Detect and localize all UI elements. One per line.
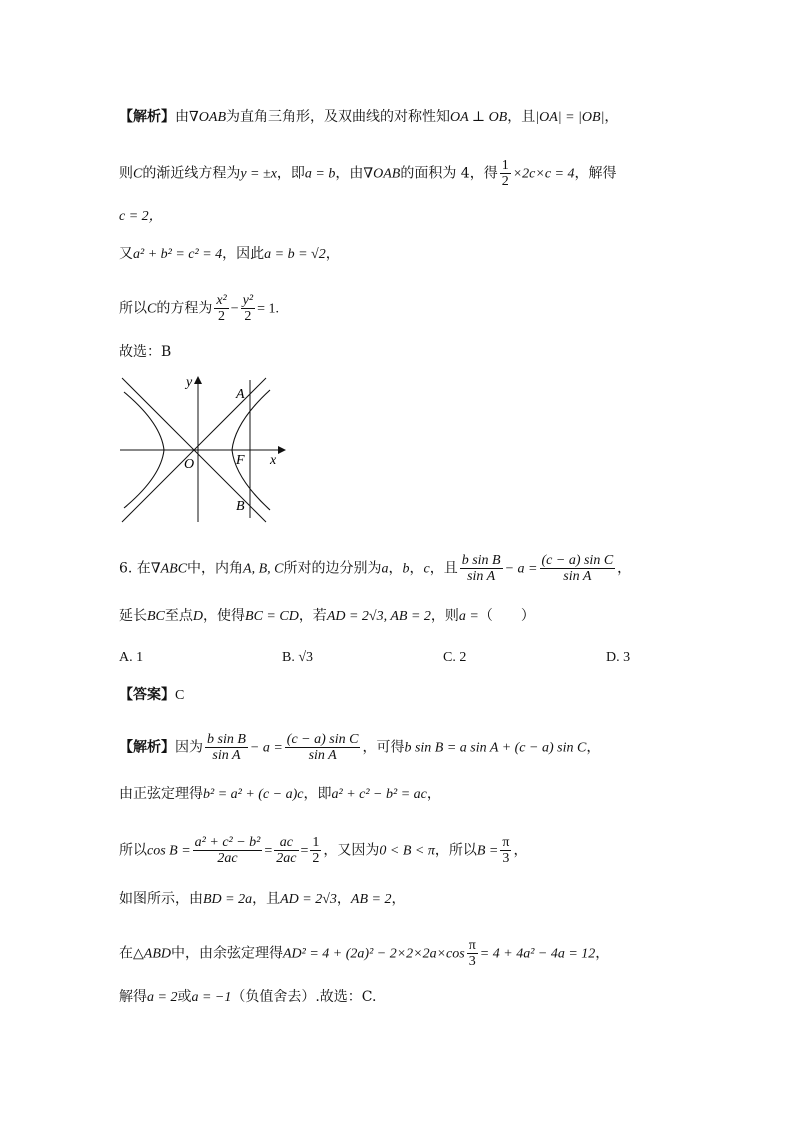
fraction-x2-over-2: $\frac{\text{x²}}{2}$ [216, 293, 227, 324]
analysis6-line5: 在△ABD中，由余弦定理得AD² = 4 + (2a)² − 2×2×2a×cos $\frac{\pi}{3}$ = 4 + 4a² − 4a = 12， [119, 938, 610, 969]
origin-label: O [184, 457, 195, 472]
fraction-one-half: $\frac{1}{2}$ [312, 835, 320, 866]
fraction-pi-over-3: $\frac{\pi}{3}$ [468, 938, 476, 969]
choice-line: 故选：B [119, 344, 172, 360]
fraction-one-half: $\frac{1}{2}$ [501, 158, 509, 189]
fraction-bsinB-over-sinA: $\frac{\text{b sin B}}{\text{sin A}}$ [207, 732, 246, 763]
analysis5-line5: 所以C的方程为 $\frac{\text{x²}}{2}$ − $\frac{\text{y²}}{2}$ = 1. [119, 293, 279, 324]
fraction-ca-sinC-over-sinA: $\frac{\text{(c − a) sin C}}{\text{sin A}}$ [541, 553, 614, 584]
answer-value: C [175, 688, 185, 703]
question6-line2: 延长BC至点D，使得BC = CD，若AD = 2√3, AB = 2，则a =（ ） [119, 608, 535, 624]
focus-label: F [236, 453, 245, 468]
option-a: A. 1 [119, 650, 144, 665]
option-d: D. 3 [606, 650, 631, 665]
option-c: C. 2 [443, 650, 467, 665]
x-axis-arrow [278, 446, 286, 454]
answer-line [119, 685, 184, 706]
analysis6-line1: 【解析】因为 $\frac{\text{b sin B}}{\text{sin A}}$ − a = $\frac{\text{(c − a) sin C}}{\text{sin A}}$ ，可得b sin B = a sin A + (c − a) sin C， [119, 732, 601, 763]
fraction-bsinB-over-sinA: $\frac{\text{b sin B}}{\text{sin A}}$ [461, 553, 501, 584]
y-axis-label: y [186, 375, 193, 390]
analysis5-line3: c = 2， [119, 209, 163, 224]
y-axis-arrow [194, 376, 202, 384]
x-axis-label: x [270, 453, 277, 468]
hyperbola-figure [118, 372, 288, 524]
point-a-label: A [236, 387, 245, 402]
analysis5-line2: 则C的渐近线方程为y = ±x，即a = b，由∇OAB的面积为 4，得 $\frac{1}{2}$ ×2c×c = 4，解得 [119, 158, 617, 189]
fraction-cosB-numerator: $\frac{\text{a² + c² − b²}}{2ac}$ [194, 835, 261, 866]
analysis6-line2: 由正弦定理得b² = a² + (c − a)c，即a² + c² − b² = ac， [119, 786, 441, 802]
fraction-ac-over-2ac: $\frac{ac}{2ac}$ [276, 835, 297, 866]
fraction-ca-sinC-over-sinA: $\frac{\text{(c − a) sin C}}{\text{sin A}}$ [286, 732, 359, 763]
question6-line1: 6. 在∇ABC中，内角A, B, C所对的边分别为a，b，c，且 $\frac{\text{b sin B}}{\text{sin A}}$ − a = $\frac{\text{(c − a) sin C}}{\text{sin A}}$ ， [119, 553, 632, 584]
analysis6-line3: 所以cos B = $\frac{\text{a² + c² − b²}}{2ac}$ = $\frac{ac}{2ac}$ = $\frac{1}{2}$ ，又因为0 < B < π，所以B = $\frac{\pi}{3}$ ， [119, 835, 528, 866]
point-b-label: B [236, 499, 245, 514]
analysis5-line4: 又a² + b² = c² = 4，因此a = b = √2， [119, 246, 340, 262]
analysis6-line6: 解得a = 2或a = −1（负值舍去）.故选：C. [119, 989, 377, 1005]
answer-bracket: 【答案】 [119, 687, 175, 703]
analysis6-line4: 如图所示，由BD = 2a，且AD = 2√3，AB = 2， [119, 891, 406, 907]
analysis-bracket: 【解析】 [119, 739, 175, 756]
analysis5-line1: 【解析】由∇OAB为直角三角形，及双曲线的对称性知OA ⊥ OB，且|OA| = |OB|， [119, 109, 619, 125]
fraction-y2-over-2: $\frac{\text{y²}}{2}$ [242, 293, 254, 324]
analysis-bracket: 【解析】 [119, 109, 175, 125]
fraction-pi-over-3: $\frac{\pi}{3}$ [502, 835, 510, 866]
option-b: B. √3 [282, 650, 314, 665]
